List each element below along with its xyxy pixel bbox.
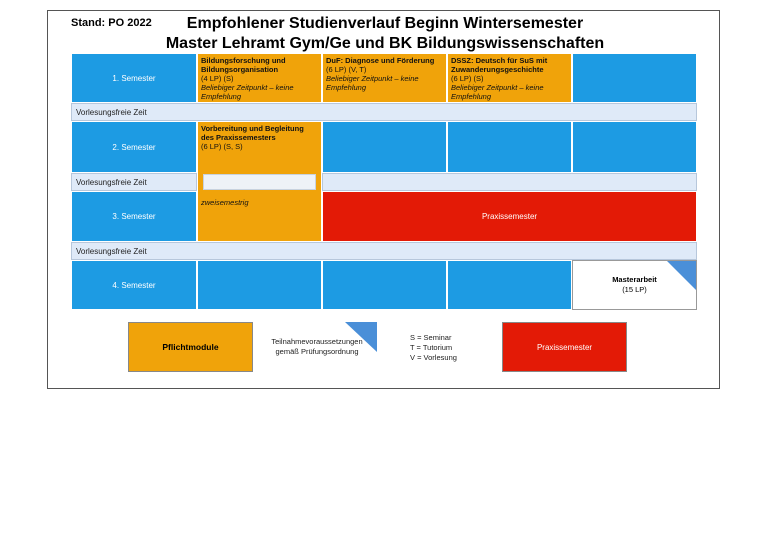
empty-slot bbox=[572, 121, 697, 173]
module-hint: Beliebiger Zeitpunkt – keine Empfehlung bbox=[201, 83, 294, 101]
module-lp: (6 LP) (S, S) bbox=[201, 142, 243, 151]
module-bildungsforschung[interactable] bbox=[197, 53, 322, 103]
legend-voraussetzung-line2: gemäß Prüfungsordnung bbox=[275, 347, 359, 356]
module-lp: (4 LP) (S) bbox=[201, 74, 234, 83]
semester-4-label bbox=[71, 260, 197, 310]
module-name: Bildungsforschung und Bildungsorganisation bbox=[201, 56, 286, 74]
legend-abbreviations bbox=[410, 333, 500, 363]
semester-1-label bbox=[71, 53, 197, 103]
stand-label: Stand: PO 2022 bbox=[71, 17, 152, 29]
free-period-text: Vorlesungsfreie Zeit bbox=[76, 246, 147, 256]
module-hint: Beliebiger Zeitpunkt – keine Empfehlung bbox=[326, 74, 419, 92]
legend-triangle-icon bbox=[345, 322, 377, 352]
abbr-seminar: S = Seminar bbox=[410, 333, 452, 342]
free-period-text: Vorlesungsfreie Zeit bbox=[76, 177, 147, 187]
free-period-2 bbox=[71, 173, 197, 191]
empty-slot bbox=[447, 260, 572, 310]
abbr-tutorium: T = Tutorium bbox=[410, 343, 453, 352]
title-line-1: Empfohlener Studienverlauf Beginn Wintersemester bbox=[186, 15, 584, 32]
module-lp: (6 LP) (S) bbox=[451, 74, 484, 83]
empty-slot bbox=[447, 121, 572, 173]
module-hint: Beliebiger Zeitpunkt – keine Empfehlung bbox=[451, 83, 544, 101]
semester-2-text: 2. Semester bbox=[112, 142, 156, 152]
legend-praxis-text: Praxissemester bbox=[536, 342, 593, 352]
module-name: DSSZ: Deutsch für SuS mit Zuwanderungsgeschichte bbox=[451, 56, 548, 74]
legend-pflicht-text: Pflichtmodule bbox=[162, 342, 219, 352]
free-period-2-right bbox=[322, 173, 697, 191]
module-lp: (6 LP) (V, T) bbox=[326, 65, 367, 74]
module-hint-zweisemestrig: zweisemestrig bbox=[201, 198, 249, 207]
title-line-2: Master Lehramt Gym/Ge und BK Bildungswissenschaften bbox=[165, 35, 605, 52]
module-name: DuF: Diagnose und Förderung bbox=[326, 56, 435, 65]
legend-voraussetzung-line1: Teilnahmevoraussetzungen bbox=[271, 337, 363, 346]
module-lp: (15 LP) bbox=[622, 285, 647, 294]
legend-pflichtmodule bbox=[128, 322, 253, 372]
semester-1-text: 1. Semester bbox=[112, 73, 156, 83]
praxissemester-text: Praxissemester bbox=[481, 212, 538, 221]
module-duf[interactable] bbox=[322, 53, 447, 103]
module-name: Masterarbeit bbox=[612, 275, 657, 284]
empty-slot bbox=[322, 121, 447, 173]
legend-praxissemester bbox=[502, 322, 627, 372]
semester-4-text: 4. Semester bbox=[112, 280, 156, 290]
empty-slot bbox=[572, 53, 697, 103]
semester-3-label bbox=[71, 191, 197, 242]
praxissemester-block[interactable] bbox=[322, 191, 697, 242]
free-period-3 bbox=[71, 242, 697, 260]
empty-slot bbox=[322, 260, 447, 310]
semester-2-label bbox=[71, 121, 197, 173]
empty-slot bbox=[197, 260, 322, 310]
free-period-gap bbox=[203, 174, 316, 190]
module-dssz[interactable] bbox=[447, 53, 572, 103]
module-name: Vorbereitung und Begleitung des Praxissemesters bbox=[201, 124, 304, 142]
semester-3-text: 3. Semester bbox=[112, 212, 156, 221]
free-period-text: Vorlesungsfreie Zeit bbox=[76, 107, 147, 117]
prerequisite-triangle-icon bbox=[667, 261, 696, 290]
abbr-vorlesung: V = Vorlesung bbox=[410, 353, 457, 362]
free-period-1 bbox=[71, 103, 697, 121]
